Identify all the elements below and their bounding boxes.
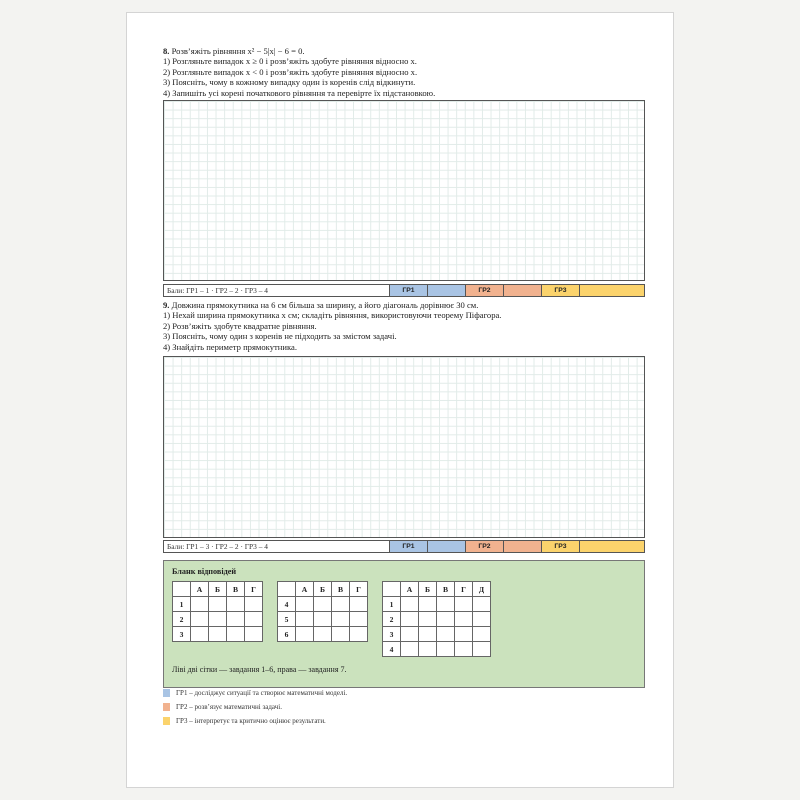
task-9-step: 2) Розв’яжіть здобуте квадратне рівняння. [163,320,317,331]
row-number: 5 [278,612,296,627]
row-number: 1 [173,597,191,612]
column-header: Г [455,582,473,597]
row-number: 4 [278,597,296,612]
legend-text: ГР2 – розв’язує математичні задачі. [176,703,282,711]
answer-cell[interactable] [419,642,437,657]
answer-cell[interactable] [455,612,473,627]
row-number: 6 [278,627,296,642]
answer-cell[interactable] [227,597,245,612]
answer-cell[interactable] [437,627,455,642]
column-header: А [296,582,314,597]
answer-cell[interactable] [455,642,473,657]
legend-swatch-gr1 [163,689,170,697]
answer-cell[interactable] [296,627,314,642]
answer-cell[interactable] [350,627,368,642]
row-number: 2 [383,612,401,627]
task-8-title [163,46,435,56]
legend-swatch-gr3 [163,717,170,725]
legend-text: ГР1 – досліджує ситуації та створює математичні моделі. [176,689,348,697]
column-header: А [191,582,209,597]
column-header: В [437,582,455,597]
answer-cell[interactable] [473,597,491,612]
answer-cell[interactable] [419,597,437,612]
answer-cell[interactable] [191,612,209,627]
column-header: Г [245,582,263,597]
task-9-step: 4) Знайдіть периметр прямокутника. [163,341,297,352]
task-8-work-grid[interactable] [163,100,645,281]
row-number: 3 [383,627,401,642]
answer-cell[interactable] [401,627,419,642]
answer-cell[interactable] [227,627,245,642]
answer-cell[interactable] [227,612,245,627]
answer-cell[interactable] [350,597,368,612]
answer-cell[interactable] [245,597,263,612]
legend-item-gr3 [163,717,326,725]
task-8-number: 8. [163,46,170,56]
column-header: Б [419,582,437,597]
task-8-step: 3) Поясніть, чому в кожному випадку один із коренів слід відкинути. [163,77,416,88]
task-9-number: 9. [163,300,170,310]
gr3-score-cell[interactable] [580,541,644,552]
table-corner [173,582,191,597]
column-header: Г [350,582,368,597]
gr2-label-cell: ГР2 [466,285,504,296]
answer-cell[interactable] [191,627,209,642]
gr1-label-cell: ГР1 [390,285,428,296]
answer-sheet [163,560,645,688]
column-header: А [401,582,419,597]
answer-cell[interactable] [245,612,263,627]
answer-cell[interactable] [437,612,455,627]
answer-cell[interactable] [209,627,227,642]
row-number: 1 [383,597,401,612]
answer-cell[interactable] [419,612,437,627]
task-8-score-row [163,284,645,297]
task-8-title-text: Розв’яжіть рівняння x² − 5|x| − 6 = 0. [171,46,305,56]
answer-table-1 [172,581,263,642]
answer-table-2 [277,581,368,642]
legend-item-gr2 [163,703,282,711]
answer-cell[interactable] [455,627,473,642]
answer-cell[interactable] [245,627,263,642]
gr2-score-cell[interactable] [504,285,542,296]
task-8-score-label: Бали: ГР1 – 1 · ГР2 – 2 · ГР3 – 4 [164,285,390,296]
task-9-score-label: Бали: ГР1 – 3 · ГР2 – 2 · ГР3 – 4 [164,541,390,552]
row-number: 4 [383,642,401,657]
gr2-label-cell: ГР2 [466,541,504,552]
answer-sheet-note: Ліві дві сітки — завдання 1–6, права — завдання 7. [172,665,347,674]
worksheet-page [126,12,674,788]
gr1-label-cell: ГР1 [390,541,428,552]
answer-cell[interactable] [473,612,491,627]
answer-cell[interactable] [401,597,419,612]
answer-cell[interactable] [332,597,350,612]
answer-cell[interactable] [296,597,314,612]
legend-text: ГР3 – інтерпретує та критично оцінює результати. [176,717,326,725]
row-number: 2 [173,612,191,627]
answer-cell[interactable] [191,597,209,612]
gr2-score-cell[interactable] [504,541,542,552]
task-9-work-grid[interactable] [163,356,645,538]
answer-cell[interactable] [296,612,314,627]
gr3-label-cell: ГР3 [542,285,580,296]
answer-cell[interactable] [401,642,419,657]
answer-cell[interactable] [314,597,332,612]
gr3-label-cell: ГР3 [542,541,580,552]
task-9-step: 3) Поясніть, чому один з коренів не підходить за змістом задачі. [163,331,397,342]
answer-cell[interactable] [332,612,350,627]
answer-table-3 [382,581,491,657]
task-8-step: 1) Розгляньте випадок x ≥ 0 і розв’яжіть здобуте рівняння відносно x. [163,56,417,67]
row-number: 3 [173,627,191,642]
table-corner [383,582,401,597]
task-9 [163,300,501,352]
answer-cell[interactable] [314,627,332,642]
answer-cell[interactable] [437,642,455,657]
answer-sheet-title: Бланк відповідей [172,567,237,576]
task-8 [163,46,435,98]
answer-cell[interactable] [350,612,368,627]
answer-cell[interactable] [473,642,491,657]
answer-cell[interactable] [473,627,491,642]
answer-cell[interactable] [209,597,227,612]
column-header: Б [314,582,332,597]
legend-swatch-gr2 [163,703,170,711]
legend-item-gr1 [163,689,347,697]
answer-cell[interactable] [332,627,350,642]
column-header: В [332,582,350,597]
answer-cell[interactable] [437,597,455,612]
task-9-title-text: Довжина прямокутника на 6 см більша за ширину, а його діагональ дорівнює 30 см. [171,300,479,310]
gr3-score-cell[interactable] [580,285,644,296]
task-9-step: 1) Нехай ширина прямокутника x см; складіть рівняння, використовуючи теорему Піфагора. [163,310,502,321]
task-8-step: 2) Розгляньте випадок x < 0 і розв’яжіть здобуте рівняння відносно x. [163,66,418,77]
answer-cell[interactable] [401,612,419,627]
column-header: Б [209,582,227,597]
gr1-score-cell[interactable] [428,541,466,552]
task-9-title [163,300,501,310]
task-8-step: 4) Запишіть усі корені початкового рівняння та перевірте їх підстановкою. [163,87,436,98]
answer-cell[interactable] [455,597,473,612]
answer-cell[interactable] [209,612,227,627]
task-9-score-row [163,540,645,553]
answer-cell[interactable] [419,627,437,642]
answer-cell[interactable] [314,612,332,627]
column-header: В [227,582,245,597]
gr1-score-cell[interactable] [428,285,466,296]
column-header: Д [473,582,491,597]
table-corner [278,582,296,597]
